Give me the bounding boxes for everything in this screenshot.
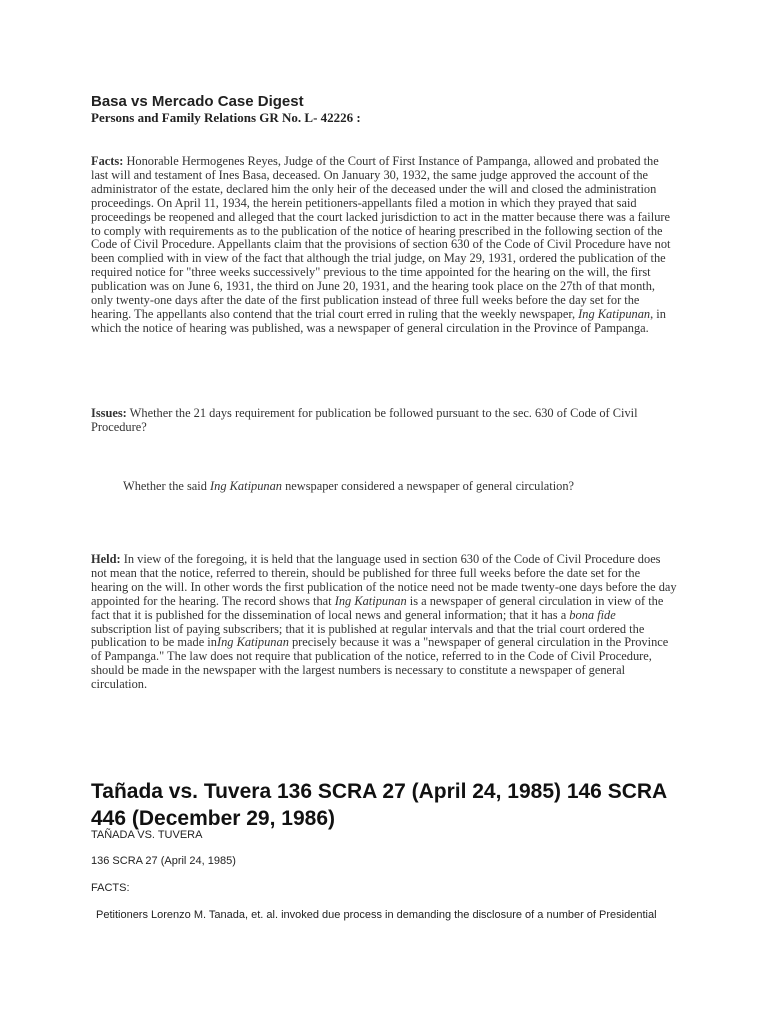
facts-text-end: , in which the notice of hearing was published, was a newspaper of general circulation in the Province of Pampanga.: [91, 306, 666, 335]
held-bona-fide: bona fide: [569, 607, 616, 622]
issue-newspaper-name: Ing Katipunan: [210, 479, 282, 493]
held-paragraph: [91, 553, 677, 692]
held-label: Held:: [91, 552, 121, 566]
held-newspaper-name-2: Ing Katipunan: [216, 635, 289, 650]
second-case-title: Tañada vs. Tuvera 136 SCRA 27 (April 24, 1985) 146 SCRA 446 (December 29, 1986): [91, 780, 667, 830]
held-text: In view of the foregoing, it is held that the language used in section 630 of the Code of Civil Procedure does not mean that the notice, referred to therein, should be published for three full weeks before the date set for the hearing on the will. In other words the first publication of the notice need not be made twenty-one days before the day appointed for the hearing. The record shows that: [91, 552, 677, 608]
issues-text: Whether the 21 days requirement for publication be followed pursuant to the sec. 630 of Code of Civil Procedure?: [91, 406, 638, 434]
facts-paragraph: [91, 155, 677, 336]
issue-second-question: [123, 479, 683, 493]
second-case-heading: TAÑADA VS. TUVERA: [91, 829, 203, 841]
issues-paragraph: [91, 407, 677, 435]
facts-text: Honorable Hermogenes Reyes, Judge of the Court of First Instance of Pampanga, allowed and probated the last will and testament of Ines Basa, deceased. On January 30, 1932, the same judge approved the account of the administrator of the estate, declared him the only heir of the deceased under the will and closed the administration proceedings. On April 11, 1934, the herein petitioners-appellants filed a motion in which they prayed that said proceedings be reopened and alleged that the court lacked jurisdiction to act in the matter because there was a failure to comply with requirements as to the publication of the notice of hearing prescribed in the following section of the Code of Civil Procedure. Appellants claim that the provisions of section 630 of the Code of Civil Procedure have not been complied with in view of the fact that although the trial judge, on May 29, 1931, ordered the publication of the required notice for "three weeks successively" previous to the time appointed for the hearing on the will, the first publication was on June 6, 1931, the third on June 20, 1931, and the hearing took place on the 27th of that month, only twenty-one days after the date of the first publication instead of three full weeks before the day set for the hearing. The appellants also contend that the trial court erred in ruling that the weekly newspaper,: [91, 154, 671, 321]
held-text-4: precisely because it was a "newspaper of general circulation in the Province of Pampanga." The law does not require that publication of the notice, referred to in the Code of Civil Procedure, should be made in the newspaper with the largest numbers is necessary to constitute a newspaper of general circulation.: [91, 635, 669, 692]
issues-label: Issues:: [91, 406, 127, 420]
held-text-2: is a newspaper of general circulation in view of the fact that it is published for the dissemination of local news and general information; that it has a: [91, 593, 664, 622]
held-newspaper-name: Ing Katipunan: [334, 593, 407, 608]
second-case-facts-label: FACTS:: [91, 882, 130, 894]
case-subtitle: Persons and Family Relations GR No. L- 42226 :: [91, 110, 361, 125]
facts-label: Facts:: [91, 154, 124, 168]
held-text-3: subscription list of paying subscribers; that it is published at regular intervals and that the trial court ordered the publication to be made in: [91, 621, 645, 650]
issue-second-text: Whether the said: [123, 479, 211, 493]
facts-newspaper-name: Ing Katipunan: [578, 306, 651, 321]
second-case-facts-text: Petitioners Lorenzo M. Tanada, et. al. invoked due process in demanding the disclosure of a number of Presidential: [96, 909, 657, 921]
issue-second-text-end: newspaper considered a newspaper of general circulation?: [281, 479, 575, 493]
case-title: Basa vs Mercado Case Digest: [91, 93, 304, 110]
second-case-citation: 136 SCRA 27 (April 24, 1985): [91, 855, 236, 867]
